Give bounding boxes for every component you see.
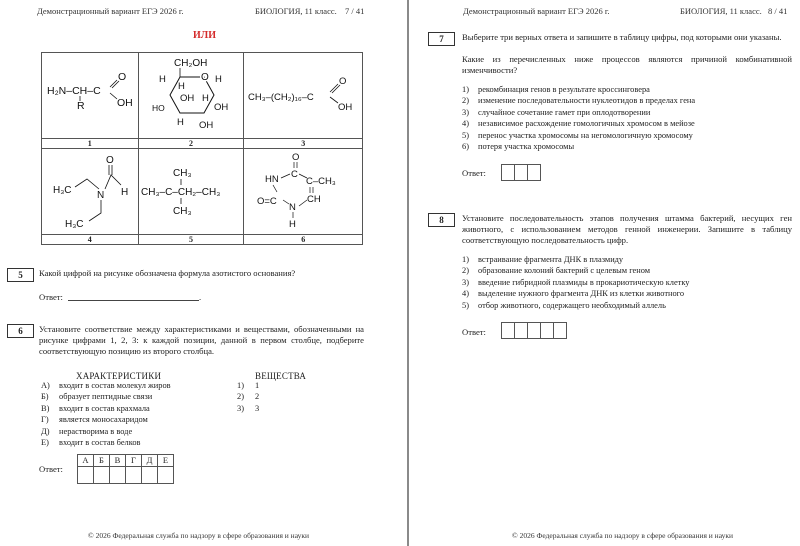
question-8-options	[462, 254, 689, 311]
option-item: 6) потеря участка хромосомы	[462, 142, 575, 152]
svg-text:OH: OH	[116, 96, 133, 109]
structure-number-1: 1	[42, 139, 139, 149]
header-subject: БИОЛОГИЯ, 11 класс.	[680, 6, 762, 16]
structure-cell-5	[138, 149, 244, 235]
question-number-8: 8	[428, 213, 455, 227]
question-5-answer-period: .	[199, 292, 202, 302]
structure-cell-2	[138, 53, 244, 139]
option-item: 1) встраивание фрагмента ДНК в плазмиду	[462, 255, 624, 264]
question-7-answer-cells	[501, 164, 541, 181]
substance-item: 3) 3	[237, 403, 260, 413]
answer-cell-d[interactable]	[142, 467, 158, 484]
answer-header-e: Е	[158, 455, 174, 467]
option-item: 2) образование колоний бактерий с целевым геном	[462, 266, 651, 276]
page-footer: © 2026 Федеральная служба по надзору в сфере образования и науки	[88, 531, 310, 540]
diethylformamide-structure-icon	[45, 151, 135, 233]
option-item: 4) независимое расхождение гомологичных хромосом в мейозе	[462, 119, 695, 129]
svg-text:H: H	[177, 80, 185, 92]
answer-cell[interactable]	[514, 164, 528, 181]
question-number-7: 7	[428, 32, 455, 46]
svg-text:R: R	[76, 99, 85, 112]
header-subject: БИОЛОГИЯ, 11 класс.	[255, 6, 337, 16]
answer-cell[interactable]	[501, 164, 515, 181]
glucose-ring-structure-icon	[142, 55, 240, 137]
header-exam-title: Демонстрационный вариант ЕГЭ 2026 г.	[463, 6, 610, 16]
answer-cell[interactable]	[540, 322, 554, 339]
page-8	[409, 0, 800, 546]
or-separator: ИЛИ	[193, 30, 217, 41]
structures-table	[41, 52, 363, 245]
svg-text:CH₃–C–CH₂–CH₃: CH₃–C–CH₂–CH₃	[140, 186, 221, 198]
characteristics-list	[41, 380, 171, 448]
svg-text:H: H	[120, 186, 128, 198]
answer-cell[interactable]	[527, 322, 541, 339]
svg-text:C–CH₃: C–CH₃	[306, 175, 336, 187]
answer-cell-v[interactable]	[110, 467, 126, 484]
question-5-answer-field[interactable]	[68, 300, 199, 301]
structure-cell-1	[42, 53, 139, 139]
question-5-answer-label: Ответ:	[39, 292, 63, 302]
question-number-5: 5	[7, 268, 34, 282]
substances-list	[237, 380, 259, 414]
svg-text:HO: HO	[151, 102, 165, 113]
svg-text:N: N	[96, 189, 104, 201]
structure-cell-3	[244, 53, 363, 139]
characteristic-item: Е) входит в состав белков	[41, 438, 141, 448]
svg-text:HN: HN	[265, 173, 279, 185]
answer-header-v: В	[110, 455, 126, 467]
answer-header-a: А	[78, 455, 94, 467]
option-item: 1) рекомбинация генов в результате кроссинговера	[462, 85, 650, 94]
svg-text:OH: OH	[338, 101, 353, 113]
svg-text:O: O	[117, 70, 126, 83]
question-6-answer-label: Ответ:	[39, 464, 63, 474]
svg-text:OH: OH	[179, 92, 195, 104]
question-7-options	[462, 84, 695, 152]
structure-cell-6	[244, 149, 363, 235]
structure-number-3: 3	[244, 139, 363, 149]
svg-text:CH₃: CH₃	[172, 205, 192, 217]
svg-text:CH₃–(CH₂)₁₆–C: CH₃–(CH₂)₁₆–C	[248, 91, 314, 103]
svg-text:O: O	[105, 154, 114, 166]
answer-header-b: Б	[94, 455, 110, 467]
question-6-text: Установите соответствие между характеристиками и веществами, обозначенными на рисунке цифрами 1, 2, 3: к каждой позиции, данной в первом столбце, подберите соответствующую позицию из второго столбца.	[39, 324, 364, 356]
characteristic-item: Г) является моносахаридом	[41, 415, 148, 425]
option-item: 3) введение гибридной плазмиды в прокариотическую клетку	[462, 277, 690, 287]
svg-text:CH: CH	[307, 193, 321, 205]
question-7-answer-label: Ответ:	[462, 168, 486, 178]
svg-text:H₂N–CH–C: H₂N–CH–C	[46, 84, 101, 97]
svg-text:H: H	[214, 73, 222, 85]
structure-cell-4	[42, 149, 139, 235]
header-page-number: 8 / 41	[768, 6, 788, 16]
characteristic-item: Д) нерастворима в воде	[41, 426, 133, 436]
svg-text:O: O	[200, 71, 209, 83]
substances-column-title: ВЕЩЕСТВА	[255, 371, 307, 381]
characteristic-item: А) входит в состав молекул жиров	[41, 381, 171, 390]
substance-item: 1) 1	[237, 381, 260, 390]
answer-cell[interactable]	[527, 164, 541, 181]
question-8-answer-cells	[501, 322, 567, 339]
answer-cell-g[interactable]	[126, 467, 142, 484]
question-8-text: Установите последовательность этапов получения штамма бактерий, несущих ген животного, с использованием методов генной инженерии. Запишите в таблицу соответствующую последовательность цифр.	[462, 213, 792, 245]
question-7-instruction: Выберите три верных ответа и запишите в таблицу цифры, под которыми они указаны.	[462, 32, 782, 42]
header-page-number: 7 / 41	[345, 6, 365, 16]
svg-text:H: H	[289, 218, 297, 230]
svg-text:H₃C: H₃C	[64, 218, 84, 230]
thymine-structure-icon	[251, 150, 355, 234]
option-item: 5) отбор животного, содержащего необходимый аллель	[462, 300, 666, 310]
structure-number-6: 6	[244, 235, 363, 245]
svg-text:H: H	[201, 92, 209, 104]
option-item: 4) выделение нужного фрагмента ДНК из клетки животного	[462, 289, 685, 299]
page-footer: © 2026 Федеральная служба по надзору в сфере образования и науки	[512, 531, 734, 540]
svg-text:O=C: O=C	[257, 195, 278, 207]
svg-text:OH: OH	[198, 119, 214, 131]
question-6-answer-table	[77, 454, 174, 484]
answer-header-d: Д	[142, 455, 158, 467]
answer-cell[interactable]	[553, 322, 567, 339]
characteristic-item: Б) образует пептидные связи	[41, 392, 153, 402]
option-item: 2) изменение последовательности нуклеотидов в пределах гена	[462, 96, 696, 106]
structure-number-5: 5	[138, 235, 244, 245]
svg-text:N: N	[289, 201, 297, 213]
answer-cell-e[interactable]	[158, 467, 174, 484]
svg-text:O: O	[339, 75, 347, 87]
header-exam-title: Демонстрационный вариант ЕГЭ 2026 г.	[37, 6, 184, 16]
svg-text:H: H	[158, 73, 166, 85]
answer-cell[interactable]	[501, 322, 515, 339]
question-number-6: 6	[7, 324, 34, 338]
answer-header-g: Г	[126, 455, 142, 467]
characteristic-item: В) входит в состав крахмала	[41, 403, 150, 413]
svg-text:OH: OH	[213, 101, 229, 113]
answer-cell-b[interactable]	[94, 467, 110, 484]
answer-cell-a[interactable]	[78, 467, 94, 484]
stearic-acid-structure-icon	[246, 66, 360, 126]
structure-number-2: 2	[138, 139, 244, 149]
dimethylbutane-structure-icon	[139, 162, 243, 222]
question-8-answer-label: Ответ:	[462, 327, 486, 337]
option-item: 5) перенос участка хромосомы на негомологичную хромосому	[462, 130, 693, 140]
question-5-text: Какой цифрой на рисунке обозначена формула азотистого основания?	[39, 268, 296, 278]
svg-text:CH₃: CH₃	[172, 167, 192, 179]
structure-number-4: 4	[42, 235, 139, 245]
substance-item: 2) 2	[237, 392, 260, 402]
svg-text:C: C	[291, 168, 299, 180]
amino-acid-structure-icon	[44, 61, 136, 131]
characteristics-column-title: ХАРАКТЕРИСТИКИ	[76, 371, 162, 381]
option-item: 3) случайное сочетание гамет при оплодотворении	[462, 107, 651, 117]
question-7-question: Какие из перечисленных ниже процессов являются причиной комбинативной изменчивости?	[462, 54, 792, 75]
answer-cell[interactable]	[514, 322, 528, 339]
svg-text:O: O	[292, 151, 300, 163]
svg-text:CH₂OH: CH₂OH	[173, 57, 208, 69]
svg-text:H₃C: H₃C	[52, 184, 72, 196]
svg-text:H: H	[176, 116, 184, 128]
